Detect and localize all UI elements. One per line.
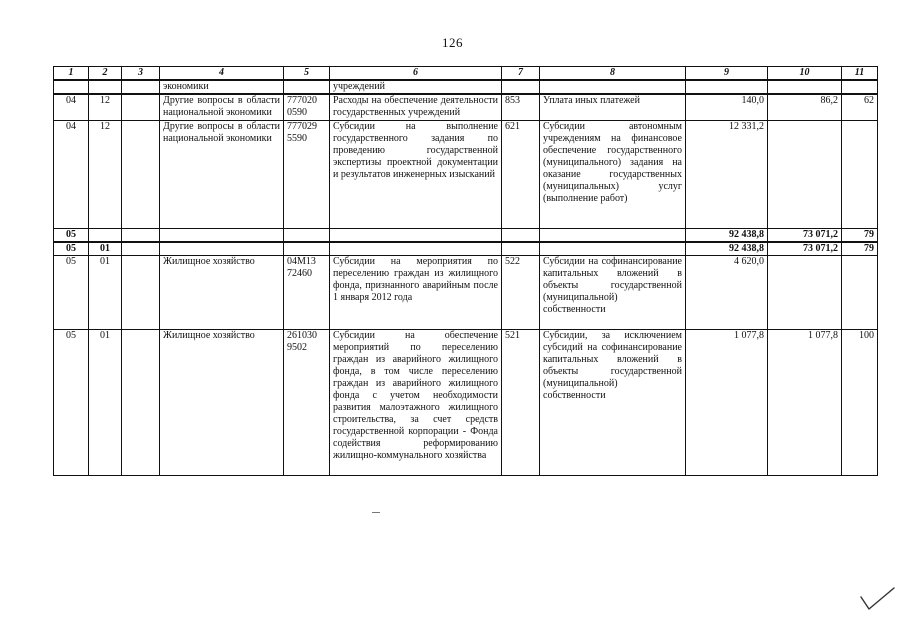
table-row [54,242,878,256]
header-cell: 3 [122,67,160,81]
subsection-code-cell [89,228,122,242]
amount-actual-cell: 73 071,2 [768,242,842,256]
header-cell: 11 [842,67,878,81]
expense-type-description-cell: Субсидии автономным учреждениям на финансовое обеспечение государственного (муниципального) задания на оказание государственных (муниципальных) услуг (выполнение работ) [540,120,686,228]
amount-actual-cell: 1 077,8 [768,329,842,475]
target-code-cell: 261030 9502 [284,329,330,475]
amount-planned-cell: 140,0 [686,94,768,120]
amount-actual-cell [768,120,842,228]
expense-type-code-cell: 522 [502,255,540,329]
table-row [54,94,878,120]
expense-type-code-cell [502,228,540,242]
section-name-cell: Другие вопросы в области национальной экономики [160,94,284,120]
table-row [54,255,878,329]
header-cell: 7 [502,67,540,81]
section-code-cell [54,80,89,94]
expense-type-code-cell: 521 [502,329,540,475]
section-name-cell [160,242,284,256]
target-code-cell: 777029 5590 [284,120,330,228]
expense-type-description-cell: Субсидии, за исключением субсидий на софинансирование капитальных вложений в объекты государственной (муниципальной) собственности [540,329,686,475]
expense-type-description-cell: Субсидии на софинансирование капитальных вложений в объекты государственной (муниципальной) собственности [540,255,686,329]
subsection-code-cell [89,80,122,94]
amount-planned-cell: 4 620,0 [686,255,768,329]
column3-cell [122,120,160,228]
expense-type-code-cell: 621 [502,120,540,228]
expense-description-cell: Субсидии на обеспечение мероприятий по переселению граждан из аварийного жилищного фонда, в том числе переселению граждан из аварийного жилищного фонда с учетом необходимости развития малоэтажного жилищного строительства, за счет средств государственной корпорации - Фонда содействия реформированию жилищно-коммунального хозяйства [330,329,502,475]
budget-table [53,66,878,476]
expense-type-description-cell [540,242,686,256]
subsection-code-cell: 12 [89,120,122,228]
section-code-cell: 05 [54,255,89,329]
expense-description-cell [330,242,502,256]
table-row [54,329,878,475]
section-code-cell: 04 [54,94,89,120]
expense-description-cell: Расходы на обеспечение деятельности государственных учреждений [330,94,502,120]
percent-cell [842,120,878,228]
amount-planned-cell: 1 077,8 [686,329,768,475]
header-cell: 6 [330,67,502,81]
page-number: 126 [442,35,463,50]
expense-type-code-cell [502,242,540,256]
amount-planned-cell: 92 438,8 [686,228,768,242]
target-code-cell [284,228,330,242]
column3-cell [122,228,160,242]
column3-cell [122,329,160,475]
expense-type-description-cell [540,80,686,94]
subsection-code-cell: 01 [89,329,122,475]
amount-planned-cell [686,80,768,94]
header-cell: 4 [160,67,284,81]
section-code-cell: 05 [54,228,89,242]
table-row [54,80,878,94]
expense-description-cell: учреждений [330,80,502,94]
target-code-cell: 04М13 72460 [284,255,330,329]
section-name-cell [160,228,284,242]
table-row [54,120,878,228]
stray-mark [372,512,380,513]
check-mark-icon [858,585,898,613]
column3-cell [122,94,160,120]
table-row [54,228,878,242]
amount-planned-cell: 92 438,8 [686,242,768,256]
expense-type-description-cell: Уплата иных платежей [540,94,686,120]
expense-type-code-cell [502,80,540,94]
column3-cell [122,242,160,256]
amount-planned-cell: 12 331,2 [686,120,768,228]
percent-cell: 100 [842,329,878,475]
target-code-cell [284,80,330,94]
section-name-cell: экономики [160,80,284,94]
target-code-cell [284,242,330,256]
amount-actual-cell: 73 071,2 [768,228,842,242]
section-name-cell: Жилищное хозяйство [160,329,284,475]
section-name-cell: Другие вопросы в области национальной экономики [160,120,284,228]
subsection-code-cell: 01 [89,242,122,256]
header-cell: 9 [686,67,768,81]
header-cell: 5 [284,67,330,81]
subsection-code-cell: 12 [89,94,122,120]
expense-type-code-cell: 853 [502,94,540,120]
section-code-cell: 05 [54,242,89,256]
target-code-cell: 777020 0590 [284,94,330,120]
amount-actual-cell [768,80,842,94]
subsection-code-cell: 01 [89,255,122,329]
expense-type-description-cell [540,228,686,242]
header-cell: 2 [89,67,122,81]
expense-description-cell [330,228,502,242]
section-code-cell: 05 [54,329,89,475]
header-cell: 10 [768,67,842,81]
expense-description-cell: Субсидии на выполнение государственного задания по проведению государственной экспертизы проектной документации и результатов инженерных изысканий [330,120,502,228]
column3-cell [122,80,160,94]
expense-description-cell: Субсидии на мероприятия по переселению граждан из жилищного фонда, признанного аварийным после 1 января 2012 года [330,255,502,329]
amount-actual-cell: 86,2 [768,94,842,120]
percent-cell: 62 [842,94,878,120]
percent-cell: 79 [842,242,878,256]
amount-actual-cell [768,255,842,329]
header-cell: 1 [54,67,89,81]
section-name-cell: Жилищное хозяйство [160,255,284,329]
column3-cell [122,255,160,329]
percent-cell: 79 [842,228,878,242]
header-row [54,67,878,81]
section-code-cell: 04 [54,120,89,228]
percent-cell [842,255,878,329]
header-cell: 8 [540,67,686,81]
percent-cell [842,80,878,94]
